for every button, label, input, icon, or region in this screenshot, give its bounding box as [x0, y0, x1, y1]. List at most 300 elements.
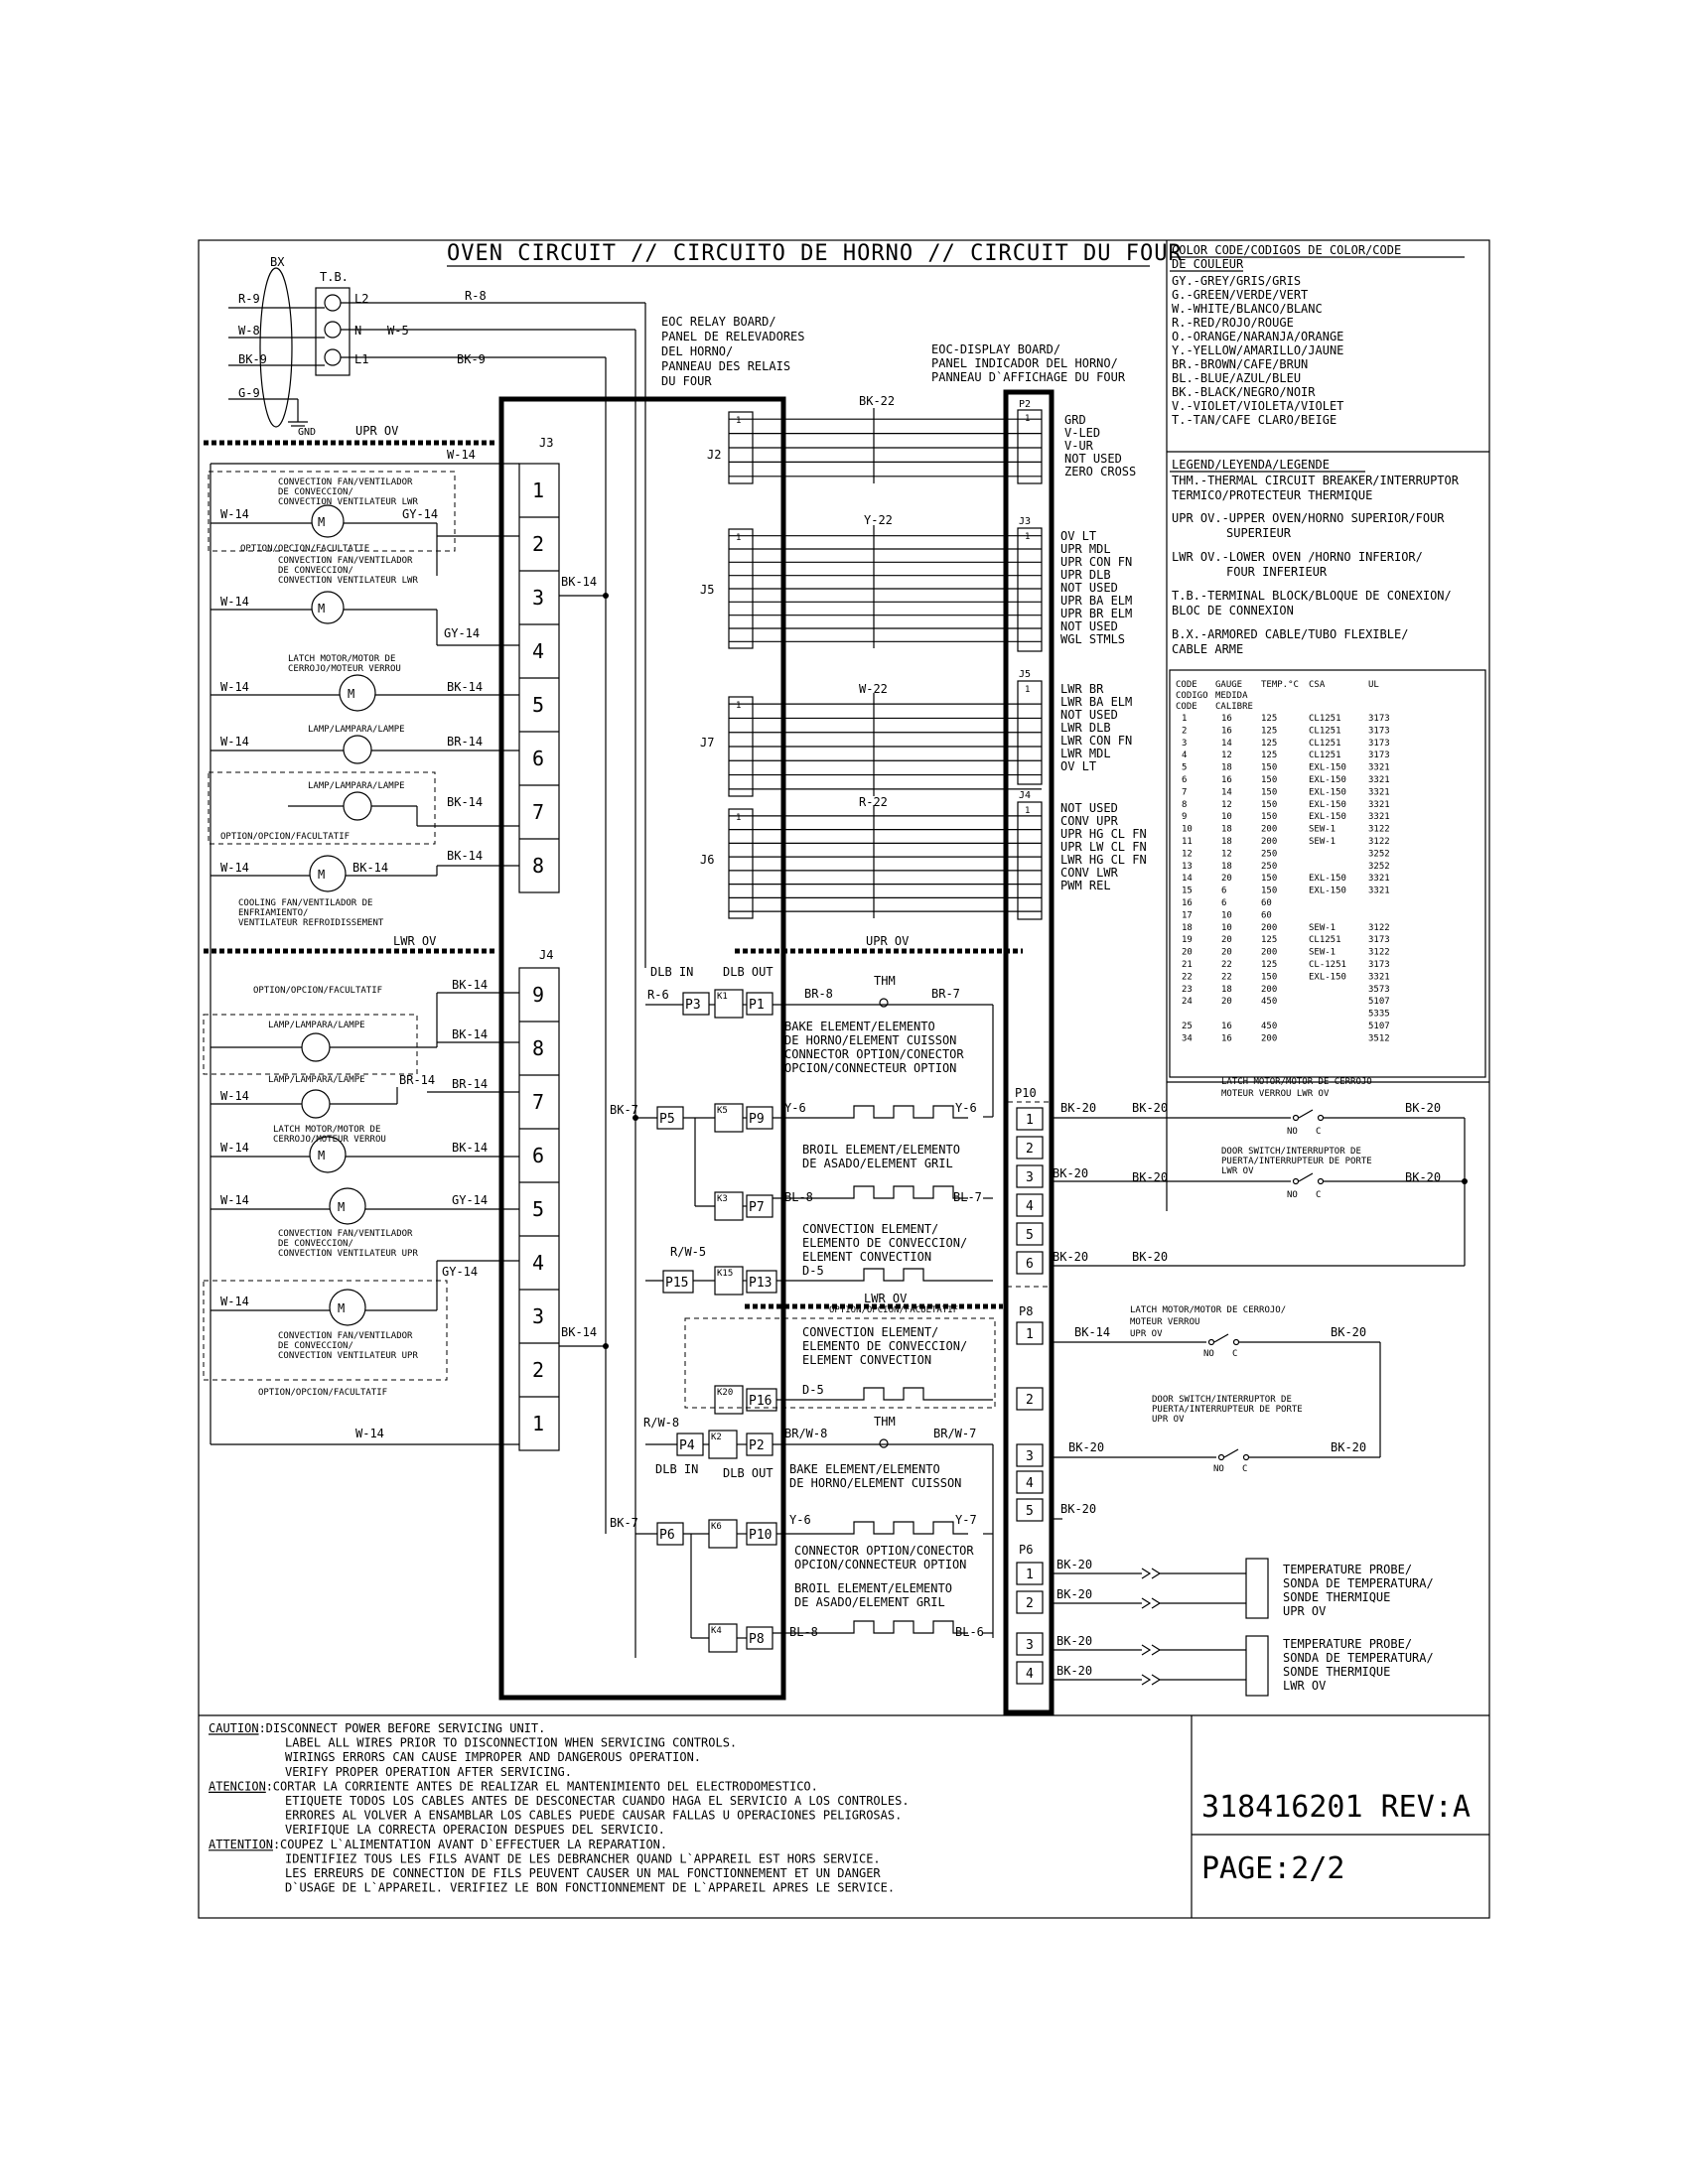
table-cell: 2	[1182, 726, 1188, 737]
table-cell: 20	[1182, 947, 1193, 958]
table-cell: 125	[1261, 960, 1278, 970]
table-cell: 450	[1261, 997, 1278, 1008]
svg-text:DLB OUT: DLB OUT	[723, 965, 774, 979]
svg-text:K15: K15	[717, 1269, 734, 1279]
svg-text:ELEMENTO DE CONVECCION/: ELEMENTO DE CONVECCION/	[802, 1236, 968, 1250]
pin-number: 6	[1026, 1257, 1034, 1272]
p10-connector	[1008, 1086, 1052, 1287]
svg-text:DE COULEUR: DE COULEUR	[1172, 257, 1244, 271]
table-cell: 3321	[1368, 762, 1390, 773]
svg-text:EOC-DISPLAY BOARD/: EOC-DISPLAY BOARD/	[931, 342, 1061, 356]
table-cell: 10	[1221, 910, 1232, 921]
svg-text:K6: K6	[711, 1522, 722, 1532]
table-cell: 20	[1221, 947, 1232, 958]
caution-line: ERRORES AL VOLVER A ENSAMBLAR LOS CABLES PUEDE CAUSAR FALLAS U OPERACIONES PELIGROSAS.	[285, 1808, 903, 1823]
svg-text:9: 9	[532, 983, 545, 1007]
table-cell: 7	[1182, 787, 1188, 798]
table-cell: 200	[1261, 984, 1278, 995]
svg-text:R-6: R-6	[647, 988, 669, 1002]
j4-connector	[519, 968, 559, 1450]
svg-text:R-8: R-8	[465, 289, 487, 303]
svg-text:DE CONVECCION/: DE CONVECCION/	[278, 1341, 353, 1351]
svg-text:BK-20: BK-20	[1060, 1502, 1097, 1516]
svg-text:R/W-5: R/W-5	[670, 1245, 707, 1259]
table-cell: 3173	[1368, 935, 1390, 946]
svg-text:SONDE THERMIQUE: SONDE THERMIQUE	[1283, 1590, 1391, 1604]
pin-number: 3	[1026, 1449, 1034, 1464]
table-cell: 3122	[1368, 824, 1390, 835]
svg-text:BR-7: BR-7	[931, 987, 960, 1001]
table-header: TEMP.°C	[1261, 680, 1299, 690]
svg-text:SONDA DE TEMPERATURA/: SONDA DE TEMPERATURA/	[1283, 1651, 1434, 1665]
svg-text:BK-20: BK-20	[1056, 1664, 1093, 1678]
pin-number: 2	[1026, 1596, 1034, 1611]
svg-text:BK-14: BK-14	[561, 575, 598, 589]
table-cell: 6	[1182, 775, 1188, 785]
svg-text:J3: J3	[1019, 516, 1032, 527]
svg-text:NOT USED: NOT USED	[1060, 801, 1118, 815]
svg-text:M: M	[318, 1149, 326, 1162]
svg-text:K1: K1	[717, 992, 728, 1002]
table-cell: 22	[1221, 972, 1232, 983]
svg-text:ELEMENT CONVECTION: ELEMENT CONVECTION	[802, 1250, 932, 1264]
pin-number: 4	[1026, 1199, 1034, 1214]
svg-text:BR/W-7: BR/W-7	[933, 1427, 977, 1440]
upper-oven-loads	[209, 448, 519, 1444]
svg-text:T.B.: T.B.	[320, 270, 349, 284]
svg-text:PUERTA/INTERRUPTEUR DE PORTE: PUERTA/INTERRUPTEUR DE PORTE	[1152, 1405, 1303, 1415]
svg-text:B.X.-ARMORED CABLE/TUBO FLEXIB: B.X.-ARMORED CABLE/TUBO FLEXIBLE/	[1172, 627, 1409, 641]
svg-text:W-8: W-8	[238, 324, 260, 338]
svg-text:LATCH MOTOR/MOTOR DE CERROJO/: LATCH MOTOR/MOTOR DE CERROJO/	[1130, 1305, 1287, 1315]
svg-text:W-14: W-14	[220, 595, 249, 609]
svg-text:VENTILATEUR REFROIDISSEMENT: VENTILATEUR REFROIDISSEMENT	[238, 918, 384, 928]
signal-buses	[729, 408, 1042, 918]
svg-text:W-14: W-14	[220, 861, 249, 875]
svg-text:1: 1	[736, 813, 742, 823]
svg-text:V-LED: V-LED	[1064, 426, 1101, 440]
svg-text:P1: P1	[749, 998, 765, 1013]
color-code-item: G.-GREEN/VERDE/VERT	[1172, 288, 1309, 302]
svg-text:PANEL DE RELEVADORES: PANEL DE RELEVADORES	[661, 330, 805, 343]
table-cell: 3173	[1368, 714, 1390, 724]
table-cell: 16	[1182, 898, 1193, 908]
door-latch-switches	[1052, 1077, 1468, 1519]
svg-text:BLOC DE CONNEXION: BLOC DE CONNEXION	[1172, 604, 1294, 617]
svg-text:SONDA DE TEMPERATURA/: SONDA DE TEMPERATURA/	[1283, 1576, 1434, 1590]
table-cell: 10	[1182, 824, 1193, 835]
pin-number: 1	[1026, 1568, 1034, 1582]
svg-text:P8: P8	[1019, 1304, 1034, 1318]
svg-text:UPR OV: UPR OV	[355, 424, 399, 438]
table-cell: 3321	[1368, 787, 1390, 798]
svg-text:1: 1	[736, 701, 742, 711]
svg-text:Y-6: Y-6	[789, 1513, 811, 1527]
table-cell: 19	[1182, 935, 1193, 946]
svg-text:UPR BA ELM: UPR BA ELM	[1060, 594, 1133, 608]
svg-text:W-14: W-14	[220, 1141, 249, 1155]
svg-text:BK-14: BK-14	[452, 1141, 489, 1155]
svg-text:BK-14: BK-14	[447, 680, 484, 694]
svg-text:N: N	[354, 324, 362, 338]
table-cell: 3512	[1368, 1033, 1390, 1044]
svg-text:UPR OV.-UPPER OVEN/HORNO SUPER: UPR OV.-UPPER OVEN/HORNO SUPERIOR/FOUR	[1172, 511, 1445, 525]
svg-text:OPCION/CONNECTEUR OPTION: OPCION/CONNECTEUR OPTION	[794, 1558, 967, 1571]
svg-text:BL-6: BL-6	[955, 1625, 984, 1639]
svg-text:BK-20: BK-20	[1331, 1440, 1367, 1454]
pin-number: 3	[1026, 1638, 1034, 1653]
table-cell: 3173	[1368, 738, 1390, 749]
svg-text:8: 8	[532, 1036, 545, 1060]
diagram-title: OVEN CIRCUIT // CIRCUITO DE HORNO // CIRCUIT DU FOUR	[447, 241, 1183, 266]
svg-text:W-5: W-5	[387, 324, 409, 338]
table-cell: SEW-1	[1309, 824, 1336, 835]
svg-text:CONVECTION ELEMENT/: CONVECTION ELEMENT/	[802, 1222, 939, 1236]
heating-circuits	[635, 934, 995, 1652]
table-cell: 150	[1261, 799, 1278, 810]
p6-connector	[1017, 1543, 1043, 1684]
svg-text:UPR CON FN: UPR CON FN	[1060, 555, 1133, 569]
table-cell: 200	[1261, 837, 1278, 847]
svg-text:P13: P13	[749, 1276, 773, 1291]
svg-text:3: 3	[532, 586, 545, 610]
svg-text:DE ASADO/ELEMENT GRIL: DE ASADO/ELEMENT GRIL	[794, 1595, 945, 1609]
svg-text:D-5: D-5	[802, 1264, 824, 1278]
svg-text:UPR DLB: UPR DLB	[1060, 568, 1111, 582]
svg-text:P6: P6	[659, 1528, 675, 1543]
table-cell: 14	[1182, 874, 1193, 885]
table-cell: 11	[1182, 837, 1193, 847]
svg-text:CERROJO/MOTEUR VERROU: CERROJO/MOTEUR VERROU	[273, 1135, 386, 1145]
color-code-item: BR.-BROWN/CAFE/BRUN	[1172, 357, 1309, 371]
table-cell: 150	[1261, 874, 1278, 885]
svg-text:Y-7: Y-7	[955, 1513, 977, 1527]
table-cell: 17	[1182, 910, 1193, 921]
table-cell: 3122	[1368, 922, 1390, 933]
svg-text:M: M	[318, 868, 326, 882]
svg-text:BX: BX	[270, 255, 285, 269]
svg-text:BK-7: BK-7	[610, 1516, 638, 1530]
svg-text:CONVECTION VENTILATEUR LWR: CONVECTION VENTILATEUR LWR	[278, 576, 418, 586]
table-cell: CL1251	[1309, 935, 1341, 946]
table-cell: CL1251	[1309, 714, 1341, 724]
table-header: CODE	[1176, 702, 1197, 712]
svg-text:NO: NO	[1203, 1349, 1214, 1359]
svg-text:CONVECTION ELEMENT/: CONVECTION ELEMENT/	[802, 1325, 939, 1339]
table-cell: 25	[1182, 1022, 1193, 1031]
svg-text:J2: J2	[707, 448, 722, 462]
svg-text:UPR MDL: UPR MDL	[1060, 542, 1111, 556]
table-cell: 150	[1261, 886, 1278, 896]
svg-text:BK-14: BK-14	[452, 978, 489, 992]
svg-text:LWR OV: LWR OV	[393, 934, 437, 948]
svg-text:P10: P10	[749, 1528, 773, 1543]
table-cell: 150	[1261, 775, 1278, 785]
svg-text:WGL STMLS: WGL STMLS	[1060, 632, 1126, 646]
svg-text:K5: K5	[717, 1106, 728, 1116]
svg-text:1: 1	[736, 416, 742, 426]
svg-text:BK-14: BK-14	[1074, 1325, 1111, 1339]
table-cell: 16	[1221, 1022, 1232, 1031]
caution-line: WIRINGS ERRORS CAN CAUSE IMPROPER AND DANGEROUS OPERATION.	[285, 1750, 702, 1765]
svg-text:UPR LW CL FN: UPR LW CL FN	[1060, 840, 1147, 854]
table-cell: 3122	[1368, 947, 1390, 958]
table-cell: CL1251	[1309, 751, 1341, 761]
table-cell: 18	[1182, 922, 1193, 933]
svg-text:CONVECTION FAN/VENTILADOR: CONVECTION FAN/VENTILADOR	[278, 1229, 413, 1239]
svg-text:C: C	[1242, 1464, 1248, 1474]
svg-text:LATCH MOTOR/MOTOR DE: LATCH MOTOR/MOTOR DE	[288, 654, 396, 664]
table-cell: 3321	[1368, 886, 1390, 896]
color-code-item: T.-TAN/CAFE CLARO/BEIGE	[1172, 413, 1337, 427]
pin-number: 4	[1026, 1476, 1034, 1491]
svg-text:SUPERIEUR: SUPERIEUR	[1226, 526, 1292, 540]
table-cell: 3321	[1368, 775, 1390, 785]
svg-text:P10: P10	[1015, 1086, 1037, 1100]
table-cell: 3173	[1368, 960, 1390, 970]
svg-text:CONNECTOR OPTION/CONECTOR: CONNECTOR OPTION/CONECTOR	[784, 1047, 964, 1061]
svg-text:7: 7	[532, 1090, 545, 1114]
svg-text:BK-20: BK-20	[1132, 1101, 1169, 1115]
svg-text:W-14: W-14	[355, 1427, 384, 1440]
table-cell: 3573	[1368, 984, 1390, 995]
table-cell: EXL-150	[1309, 787, 1346, 798]
color-code-item: V.-VIOLET/VIOLETA/VIOLET	[1172, 399, 1344, 413]
table-header: UL	[1368, 680, 1379, 690]
svg-text:W-14: W-14	[220, 507, 249, 521]
svg-text:BK-20: BK-20	[1132, 1250, 1169, 1264]
svg-text:GND: GND	[298, 427, 317, 438]
svg-text:BK-20: BK-20	[1068, 1440, 1105, 1454]
svg-text:LAMP/LAMPARA/LAMPE: LAMP/LAMPARA/LAMPE	[308, 725, 405, 735]
svg-text:P2: P2	[1019, 399, 1032, 410]
svg-text:BK-14: BK-14	[352, 861, 389, 875]
table-cell: CL1251	[1309, 726, 1341, 737]
caution-line: DISCONNECT POWER BEFORE SERVICING UNIT.	[265, 1721, 546, 1735]
svg-text:BK-20: BK-20	[1405, 1101, 1442, 1115]
table-cell: 12	[1221, 751, 1232, 761]
caution-line: VERIFY PROPER OPERATION AFTER SERVICING.	[285, 1764, 572, 1779]
table-cell: 12	[1221, 799, 1232, 810]
svg-text:OPCION/CONNECTEUR OPTION: OPCION/CONNECTEUR OPTION	[784, 1061, 957, 1075]
svg-text:W-22: W-22	[859, 682, 888, 696]
pin-number: 5	[1026, 1228, 1034, 1243]
svg-text:P16: P16	[749, 1394, 773, 1409]
svg-text:BL-8: BL-8	[784, 1190, 813, 1204]
svg-text:K4: K4	[711, 1626, 722, 1636]
svg-text:LWR OV: LWR OV	[864, 1292, 908, 1305]
table-cell: 5	[1182, 762, 1188, 773]
color-code-item: BL.-BLUE/AZUL/BLEU	[1172, 371, 1302, 385]
table-cell: 16	[1221, 1033, 1232, 1044]
table-cell: 60	[1261, 898, 1272, 908]
svg-text:LWR CON FN: LWR CON FN	[1060, 734, 1133, 748]
svg-text:PANNEAU DES RELAIS: PANNEAU DES RELAIS	[661, 359, 791, 373]
table-cell: 16	[1221, 726, 1232, 737]
svg-text:LWR OV: LWR OV	[1283, 1679, 1327, 1693]
svg-text:6: 6	[532, 747, 545, 770]
svg-text:BAKE ELEMENT/ELEMENTO: BAKE ELEMENT/ELEMENTO	[789, 1462, 940, 1476]
p8-connector	[1017, 1304, 1043, 1521]
svg-text:1: 1	[1025, 685, 1031, 695]
table-cell: 125	[1261, 714, 1278, 724]
svg-text:DOOR SWITCH/INTERRUPTOR DE: DOOR SWITCH/INTERRUPTOR DE	[1152, 1395, 1292, 1405]
table-cell: 18	[1221, 762, 1232, 773]
svg-text:OV LT: OV LT	[1060, 759, 1097, 773]
svg-text:NOT USED: NOT USED	[1060, 708, 1118, 722]
svg-text:C: C	[1316, 1190, 1322, 1200]
svg-text:UPR OV: UPR OV	[1152, 1415, 1185, 1425]
table-cell: 18	[1221, 824, 1232, 835]
color-code-item: GY.-GREY/GRIS/GRIS	[1172, 274, 1302, 288]
svg-text:J7: J7	[700, 736, 715, 750]
svg-text:P8: P8	[749, 1632, 765, 1647]
table-cell: 3321	[1368, 874, 1390, 885]
svg-text:R/W-8: R/W-8	[643, 1416, 680, 1430]
svg-text:CONVECTION FAN/VENTILADOR: CONVECTION FAN/VENTILADOR	[278, 478, 413, 487]
svg-text:NO: NO	[1287, 1127, 1298, 1137]
svg-text:GRD: GRD	[1064, 413, 1086, 427]
caution-line: IDENTIFIEZ TOUS LES FILS AVANT DE LES DEBRANCHER QUAND L`APPAREIL EST HORS SERVICE.	[285, 1851, 881, 1866]
svg-text:OPTION/OPCION/FACULTATIF: OPTION/OPCION/FACULTATIF	[829, 1305, 959, 1315]
svg-text:P7: P7	[749, 1200, 765, 1215]
svg-text:4: 4	[532, 1251, 545, 1275]
svg-text:NOT USED: NOT USED	[1060, 581, 1118, 595]
table-cell: CL1251	[1309, 738, 1341, 749]
svg-text:MOTEUR VERROU LWR OV: MOTEUR VERROU LWR OV	[1221, 1089, 1330, 1099]
svg-text:LWR OV.-LOWER OVEN /HORNO INFE: LWR OV.-LOWER OVEN /HORNO INFERIOR/	[1172, 550, 1423, 564]
table-cell: 125	[1261, 935, 1278, 946]
svg-text:BK-20: BK-20	[1056, 1634, 1093, 1648]
svg-text:OPTION/OPCION/FACULTATIF: OPTION/OPCION/FACULTATIF	[240, 544, 370, 554]
wire-gauge-table	[1170, 670, 1485, 1077]
svg-text:GY-14: GY-14	[452, 1193, 489, 1207]
j3-signals	[1060, 529, 1132, 646]
svg-text:COLOR CODE/CODIGOS DE COLOR/CO: COLOR CODE/CODIGOS DE COLOR/CODE	[1172, 243, 1402, 257]
svg-text:Y-6: Y-6	[784, 1101, 806, 1115]
table-cell: 200	[1261, 1033, 1278, 1044]
svg-text:ELEMENT CONVECTION: ELEMENT CONVECTION	[802, 1353, 932, 1367]
svg-text:TEMPERATURE PROBE/: TEMPERATURE PROBE/	[1283, 1563, 1413, 1576]
svg-text:DE CONVECCION/: DE CONVECCION/	[278, 487, 353, 497]
pin-number: 2	[1026, 1142, 1034, 1157]
svg-text:BK-9: BK-9	[238, 352, 267, 366]
svg-text:BR-14: BR-14	[452, 1077, 489, 1091]
j4-signals	[1060, 801, 1147, 892]
j6-connector	[700, 809, 753, 918]
table-cell: 5107	[1368, 997, 1390, 1008]
svg-text:7: 7	[532, 800, 545, 824]
svg-text:M: M	[338, 1200, 346, 1214]
table-cell: 20	[1221, 997, 1232, 1008]
j3-connector	[519, 464, 559, 892]
svg-text:W-14: W-14	[220, 680, 249, 694]
j5-signals	[1060, 682, 1132, 773]
table-cell: 4	[1182, 751, 1188, 761]
svg-text:C: C	[1316, 1127, 1322, 1137]
table-header: GAUGE	[1215, 680, 1243, 690]
svg-text:BL-8: BL-8	[789, 1625, 818, 1639]
table-cell: 18	[1221, 837, 1232, 847]
table-cell: 125	[1261, 751, 1278, 761]
svg-text:CONVECTION VENTILATEUR LWR: CONVECTION VENTILATEUR LWR	[278, 497, 418, 507]
table-cell: EXL-150	[1309, 799, 1346, 810]
table-cell: 22	[1182, 972, 1193, 983]
svg-text:L2: L2	[354, 292, 369, 306]
table-cell: 18	[1221, 984, 1232, 995]
table-cell: 3252	[1368, 861, 1390, 872]
svg-text:P2: P2	[749, 1438, 765, 1453]
svg-text:LWR HG CL FN: LWR HG CL FN	[1060, 853, 1147, 867]
legend-box	[1170, 458, 1460, 656]
svg-text:2: 2	[532, 532, 545, 556]
svg-text:5: 5	[532, 1197, 545, 1221]
table-cell: 16	[1221, 775, 1232, 785]
svg-text:BK-20: BK-20	[1053, 1166, 1089, 1180]
table-cell: 3321	[1368, 799, 1390, 810]
table-cell: EXL-150	[1309, 886, 1346, 896]
svg-text:BK-7: BK-7	[610, 1103, 638, 1117]
svg-text:BR/W-8: BR/W-8	[784, 1427, 828, 1440]
svg-text:T.B.-TERMINAL BLOCK/BLOQUE DE: T.B.-TERMINAL BLOCK/BLOQUE DE CONEXION/	[1172, 589, 1452, 603]
pin-number: 1	[1026, 1327, 1034, 1342]
svg-text:1: 1	[532, 1412, 545, 1435]
svg-text:BK-14: BK-14	[452, 1027, 489, 1041]
svg-text:GY-14: GY-14	[444, 626, 481, 640]
table-cell: 14	[1221, 738, 1232, 749]
svg-text:GY-14: GY-14	[442, 1265, 479, 1279]
table-cell: 10	[1221, 922, 1232, 933]
svg-text:DE CONVECCION/: DE CONVECCION/	[278, 1239, 353, 1249]
table-cell: 18	[1221, 861, 1232, 872]
svg-text:CERROJO/MOTEUR VERROU: CERROJO/MOTEUR VERROU	[288, 664, 401, 674]
table-cell: 125	[1261, 726, 1278, 737]
table-cell: SEW-1	[1309, 947, 1336, 958]
svg-text:LAMP/LAMPARA/LAMPE: LAMP/LAMPARA/LAMPE	[268, 1075, 365, 1085]
svg-text:TERMICO/PROTECTEUR THERMIQUE: TERMICO/PROTECTEUR THERMIQUE	[1172, 488, 1373, 502]
table-cell: 24	[1182, 997, 1193, 1008]
table-cell: SEW-1	[1309, 922, 1336, 933]
power-input	[228, 255, 645, 438]
svg-text:DU FOUR: DU FOUR	[661, 374, 712, 388]
svg-text:OPTION/OPCION/FACULTATIF: OPTION/OPCION/FACULTATIF	[258, 1388, 388, 1398]
svg-text:BK-14: BK-14	[561, 1325, 598, 1339]
color-code-box	[1167, 243, 1489, 452]
svg-text:CABLE ARME: CABLE ARME	[1172, 642, 1244, 656]
svg-text:LWR BR: LWR BR	[1060, 682, 1104, 696]
table-cell: 5107	[1368, 1022, 1390, 1031]
svg-text:W-14: W-14	[220, 735, 249, 749]
svg-text:BK-20: BK-20	[1053, 1250, 1089, 1264]
svg-text:W-14: W-14	[220, 1295, 249, 1308]
table-cell: 250	[1261, 861, 1278, 872]
svg-text:J3: J3	[539, 436, 554, 450]
table-cell: 23	[1182, 984, 1193, 995]
svg-text:BR-8: BR-8	[804, 987, 833, 1001]
color-code-item: Y.-YELLOW/AMARILLO/JAUNE	[1172, 343, 1344, 357]
temperature-probes	[1052, 1558, 1434, 1696]
svg-text:NOT USED: NOT USED	[1060, 619, 1118, 633]
svg-text:CONVECTION VENTILATEUR UPR: CONVECTION VENTILATEUR UPR	[278, 1351, 418, 1361]
svg-text:UPR BR ELM: UPR BR ELM	[1060, 607, 1133, 620]
svg-text:DEL HORNO/: DEL HORNO/	[661, 344, 734, 358]
svg-text:M: M	[318, 602, 326, 615]
svg-text:BR-14: BR-14	[399, 1073, 436, 1087]
svg-text:BR-14: BR-14	[447, 735, 484, 749]
table-cell: 450	[1261, 1022, 1278, 1031]
pin-number: 5	[1026, 1504, 1034, 1519]
svg-text:CONVECTION VENTILATEUR UPR: CONVECTION VENTILATEUR UPR	[278, 1249, 418, 1259]
